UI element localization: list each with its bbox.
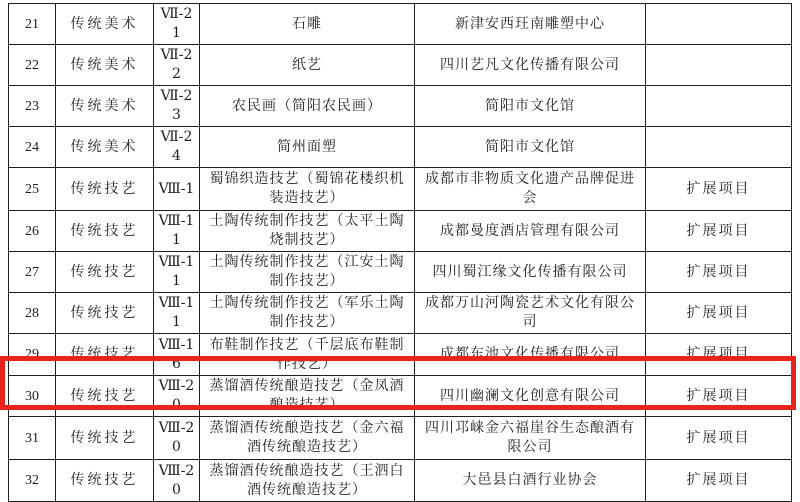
cell-row-number: 26 [9,211,56,252]
table-row [9,86,792,127]
cell-organization: 四川蜀江缘文化传播有限公司 [415,252,646,293]
cell-code: Ⅷ-20 [154,417,200,460]
cell-row-number: 28 [9,293,56,334]
cell-code: Ⅷ-1 [154,168,200,211]
cell-category: 传统技艺 [56,376,154,417]
cell-organization: 成都市非物质文化遗产品牌促进会 [415,168,646,211]
cell-category: 传统技艺 [56,334,154,376]
cell-project-name: 简州面塑 [200,127,415,168]
cell-project-name: 蜀锦织造技艺（蜀锦花楼织机装造技艺） [200,168,415,211]
cell-category: 传统技艺 [56,211,154,252]
cell-remark: 扩展项目 [646,417,792,460]
cell-category: 传统技艺 [56,293,154,334]
cell-category: 传统技艺 [56,460,154,502]
cell-row-number: 22 [9,45,56,86]
cell-code: Ⅷ-11 [154,211,200,252]
cell-row-number: 32 [9,460,56,502]
cell-project-name: 蒸馏酒传统酿造技艺（王泗白酒传统酿造技艺） [200,460,415,502]
cell-project-name: 纸艺 [200,45,415,86]
table-row [9,168,792,211]
cell-remark: 扩展项目 [646,168,792,211]
table-row [9,127,792,168]
cell-remark: 扩展项目 [646,252,792,293]
cell-organization: 四川幽澜文化创意有限公司 [415,376,646,417]
cell-organization: 简阳市文化馆 [415,86,646,127]
cell-remark [646,86,792,127]
cell-project-name: 石雕 [200,4,415,45]
cell-category: 传统美术 [56,4,154,45]
cell-project-name: 蒸馏酒传统酿造技艺（金凤酒酿造技艺） [200,376,415,417]
cell-organization: 简阳市文化馆 [415,127,646,168]
table-row [9,334,792,376]
table-row [9,417,792,460]
cell-row-number: 21 [9,4,56,45]
cell-code: Ⅶ-21 [154,4,200,45]
cell-remark [646,127,792,168]
table-row [9,252,792,293]
table-row [9,293,792,334]
cell-remark: 扩展项目 [646,293,792,334]
cell-code: Ⅷ-11 [154,293,200,334]
cell-remark: 扩展项目 [646,211,792,252]
cell-row-number: 23 [9,86,56,127]
cell-code: Ⅷ-20 [154,376,200,417]
table-row [9,4,792,45]
cell-remark [646,4,792,45]
cell-code: Ⅷ-11 [154,252,200,293]
cell-organization: 四川邛崃金六福崖谷生态酿酒有限公司 [415,417,646,460]
cell-project-name: 土陶传统制作技艺（太平土陶烧制技艺） [200,211,415,252]
cell-row-number: 31 [9,417,56,460]
cell-row-number: 25 [9,168,56,211]
cell-project-name: 农民画（简阳农民画） [200,86,415,127]
cell-row-number: 24 [9,127,56,168]
table-row [9,376,792,417]
cell-code: Ⅶ-23 [154,86,200,127]
cell-code: Ⅷ-20 [154,460,200,502]
cell-project-name: 布鞋制作技艺（千层底布鞋制作技艺） [200,334,415,376]
cell-remark [646,45,792,86]
cell-row-number: 30 [9,376,56,417]
cell-organization: 四川艺凡文化传播有限公司 [415,45,646,86]
heritage-project-table [8,3,792,502]
cell-category: 传统美术 [56,127,154,168]
cell-organization: 大邑县白酒行业协会 [415,460,646,502]
cell-row-number: 27 [9,252,56,293]
cell-category: 传统技艺 [56,417,154,460]
cell-category: 传统美术 [56,45,154,86]
table-row [9,460,792,502]
cell-category: 传统美术 [56,86,154,127]
cell-remark: 扩展项目 [646,334,792,376]
cell-code: Ⅶ-22 [154,45,200,86]
table-row [9,45,792,86]
cell-category: 传统技艺 [56,252,154,293]
cell-organization: 成都万山河陶瓷艺术文化有限公司 [415,293,646,334]
cell-project-name: 蒸馏酒传统酿造技艺（金六福酒传统酿造技艺） [200,417,415,460]
cell-organization: 成都东池文化传播有限公司 [415,334,646,376]
cell-remark: 扩展项目 [646,460,792,502]
cell-remark: 扩展项目 [646,376,792,417]
cell-code: Ⅷ-16 [154,334,200,376]
cell-organization: 成都曼度酒店管理有限公司 [415,211,646,252]
cell-project-name: 土陶传统制作技艺（军乐土陶制作技艺） [200,293,415,334]
cell-row-number: 29 [9,334,56,376]
cell-organization: 新津安西玨南雕塑中心 [415,4,646,45]
cell-project-name: 土陶传统制作技艺（江安土陶制作技艺） [200,252,415,293]
table-row [9,211,792,252]
cell-category: 传统技艺 [56,168,154,211]
table-body [9,4,792,502]
cell-code: Ⅶ-24 [154,127,200,168]
